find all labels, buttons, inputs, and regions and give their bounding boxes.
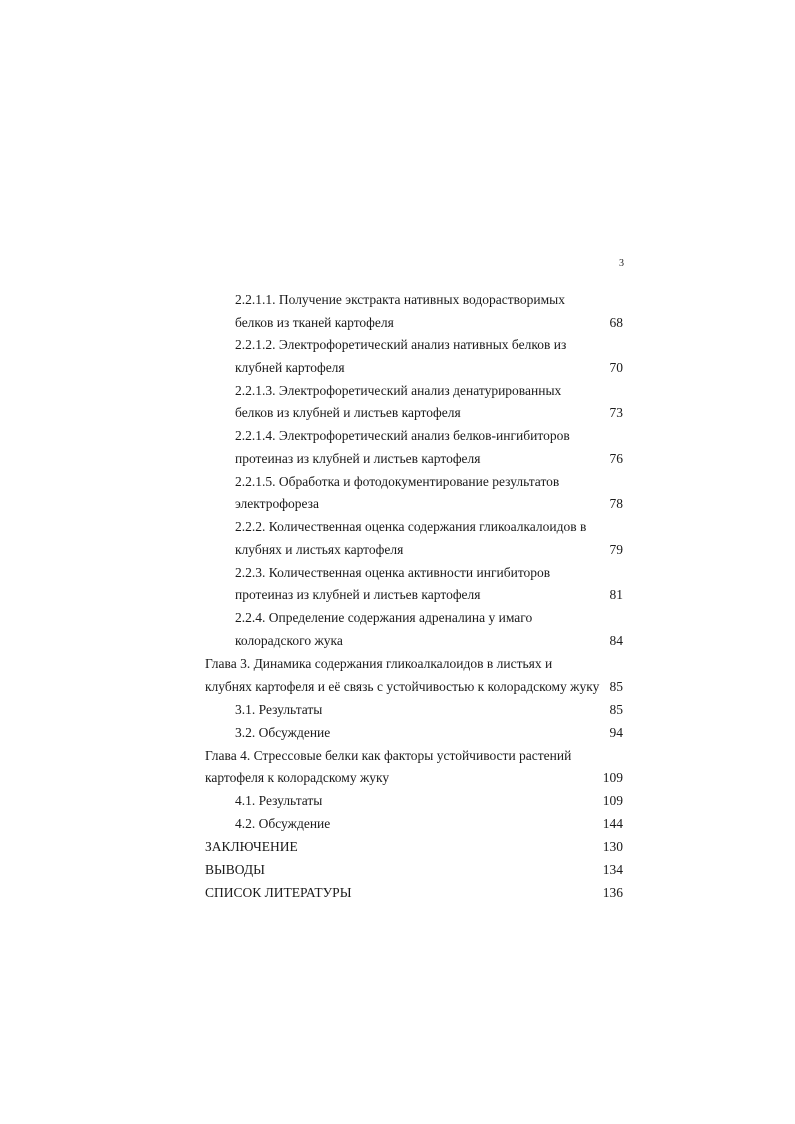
toc-page-number: 79 — [609, 542, 623, 557]
toc-page-number: 94 — [609, 725, 623, 740]
toc-section-line: ВЫВОДЫ — [205, 862, 265, 877]
toc-section-line: СПИСОК ЛИТЕРАТУРЫ — [205, 885, 352, 900]
toc-entry-line: колорадского жука — [235, 633, 343, 648]
toc-entry-line: 3.1. Результаты — [235, 702, 323, 717]
toc-page-number: 81 — [609, 587, 623, 602]
toc-section-line: ЗАКЛЮЧЕНИЕ — [205, 839, 298, 854]
toc-chapter-line: Глава 3. Динамика содержания гликоалкалоидов в листьях и — [205, 656, 553, 671]
toc-page-number: 130 — [602, 839, 623, 854]
toc-page-number: 85 — [609, 702, 623, 717]
toc-entry-line: 4.1. Результаты — [235, 793, 323, 808]
toc-entry-line: клубней картофеля — [235, 360, 345, 375]
page-number: 3 — [619, 258, 624, 269]
toc-page-number: 73 — [609, 405, 623, 420]
toc-entry-line: белков из клубней и листьев картофеля — [235, 405, 461, 420]
toc-entry-line: 2.2.1.4. Электрофоретический анализ белков-ингибиторов — [235, 428, 570, 443]
toc-entry-line: клубнях и листьях картофеля — [235, 542, 404, 557]
toc-entry-line: протеиназ из клубней и листьев картофеля — [235, 587, 481, 602]
toc-entry-line: 2.2.1.3. Электрофоретический анализ денатурированных — [235, 383, 562, 398]
toc-entry-line: белков из тканей картофеля — [235, 315, 394, 330]
toc-entry-line: 2.2.1.5. Обработка и фотодокументирование результатов — [235, 474, 560, 489]
toc-page-number: 109 — [602, 770, 623, 785]
toc-chapter-line: клубнях картофеля и её связь с устойчивостью к колорадскому жуку — [205, 679, 600, 694]
toc-chapter-line: картофеля к колорадскому жуку — [205, 770, 390, 785]
toc-entry-line: 2.2.3. Количественная оценка активности ингибиторов — [235, 565, 551, 580]
toc-page-number: 84 — [609, 633, 623, 648]
toc-page-number: 70 — [609, 360, 623, 375]
toc-entry-line: протеиназ из клубней и листьев картофеля — [235, 451, 481, 466]
toc-entry-line: 2.2.1.2. Электрофоретический анализ нативных белков из — [235, 337, 567, 352]
toc-page-number: 134 — [602, 862, 623, 877]
toc-page-number: 68 — [609, 315, 623, 330]
toc-entry-line: 2.2.2. Количественная оценка содержания гликоалкалоидов в — [235, 519, 587, 534]
toc-chapter-line: Глава 4. Стрессовые белки как факторы устойчивости растений — [205, 748, 572, 763]
toc-page-number: 85 — [609, 679, 623, 694]
toc-entry-line: 3.2. Обсуждение — [235, 725, 331, 740]
toc-page-number: 109 — [602, 793, 623, 808]
toc-page-number: 76 — [609, 451, 623, 466]
toc-page-number: 144 — [602, 816, 623, 831]
toc-page-number: 78 — [609, 496, 623, 511]
toc-entry-line: 4.2. Обсуждение — [235, 816, 331, 831]
toc-page-number: 136 — [602, 885, 623, 900]
toc-entry-line: 2.2.1.1. Получение экстракта нативных водорастворимых — [235, 292, 565, 307]
toc-entry-line: электрофореза — [235, 496, 319, 511]
toc-entry-line: 2.2.4. Определение содержания адреналина у имаго — [235, 610, 533, 625]
